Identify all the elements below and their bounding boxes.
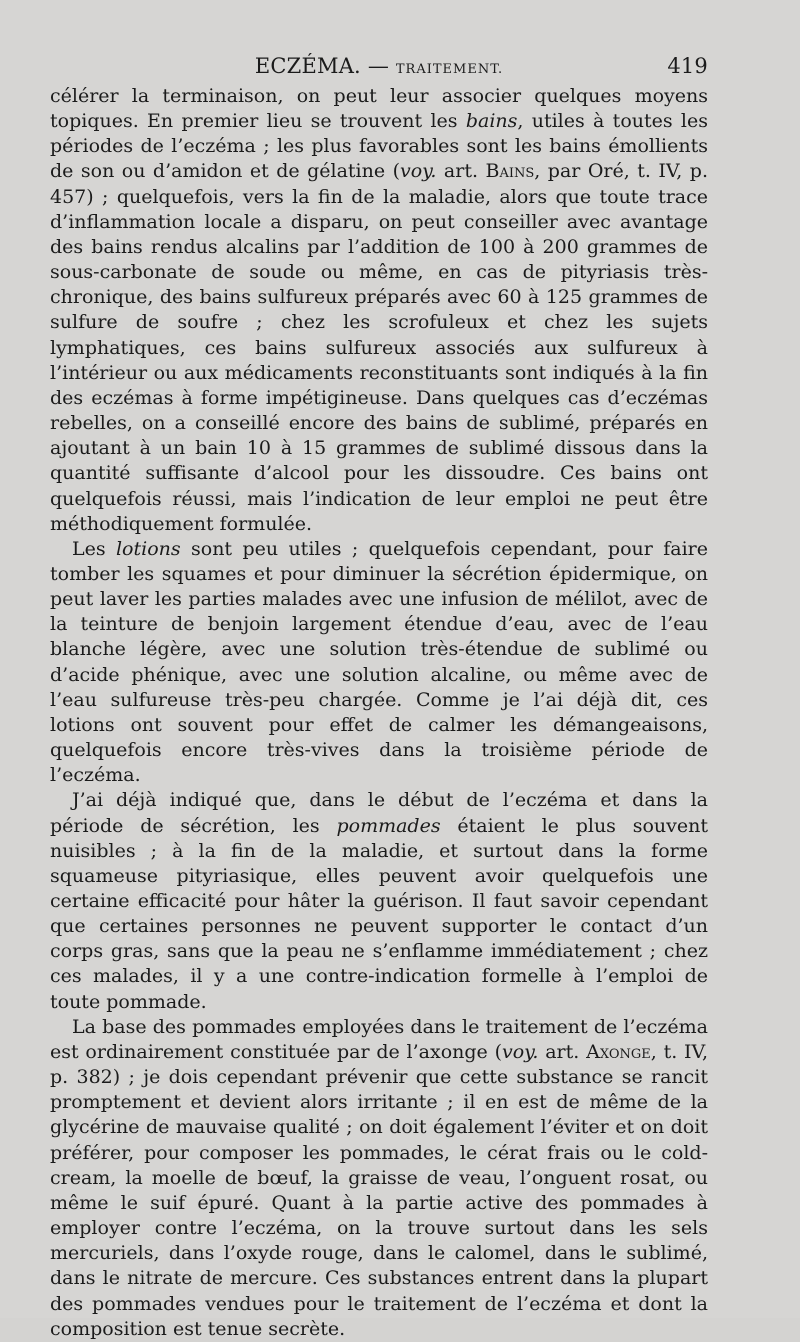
paragraph-bains <box>50 84 708 537</box>
text-run: , utiles à toutes les périodes de l’eczéma ; les plus favorables sont les bains émollients de son ou d’amidon et de gélatine ( <box>50 110 708 183</box>
italic-term: lotions <box>115 537 181 560</box>
text-run: J’ai déjà indiqué que, dans le début de l’eczéma et dans la période de sécrétion, les <box>50 789 708 837</box>
italic-abbrev: voy. <box>400 160 437 183</box>
running-header <box>50 48 708 84</box>
text-run: art. <box>538 1040 587 1063</box>
italic-term: bains <box>465 110 518 133</box>
text-run: Les <box>72 537 116 560</box>
header-title <box>255 48 503 88</box>
page-number: 419 <box>667 54 708 78</box>
text-run: étaient le plus souvent nuisibles ; à la fin de la maladie, et surtout dans la forme squameuse pityriasique, elles peuvent avoir quelquefois une certaine efficacité pour hâter la guérison. Il faut savoir cependant que certaines personnes ne peuvent supporter le contact d’un corps gras, sans que la peau ne s’enflamme immédiatement ; chez ces malades, il y a une contre-indication formelle à l’emploi de toute pommade. <box>50 814 708 1013</box>
small-caps-ref: Axonge <box>586 1040 651 1063</box>
text-run: célérer la terminaison, on peut leur associer quelques moyens topiques. En premier lieu se trouvent les <box>50 85 708 133</box>
text-run: art. <box>436 160 486 183</box>
text-run: , t. IV, p. 382) ; je dois cependant prévenir que cette substance se rancit promptement et devient alors irritante ; il en est de même de la glycérine de mauvaise qualité ; on doit également l’éviter et on doit préférer, pour composer les pommades, le cérat frais ou le cold-cream, la moelle de bœuf, la graisse de veau, l’onguent rosat, ou même le suif épuré. Quant à la partie active des pommades à employer contre l’eczéma, on la trouve surtout dans les sels mercuriels, dans l’oxyde rouge, dans le calomel, dans le sublimé, dans le nitrate de mercure. Ces substances entrent dans la plupart des pommades vendues pour le traitement de l’eczéma et dont la composition est tenue secrète. <box>50 1040 708 1340</box>
italic-term: pommades <box>336 814 441 837</box>
text-run: sont peu utiles ; quelquefois cependant, pour faire tomber les squames et pour diminuer la sécrétion épidermique, on peut laver les parties malades avec une infusion de mélilot, avec de la teinture de benjoin largement étendue d’eau, avec de l’eau blanche légère, avec une solution très-étendue de sublimé ou d’acide phénique, avec une solution alcaline, ou même avec de l’eau sulfureuse très-peu chargée. Comme je l’ai déjà dit, ces lotions ont souvent pour effet de calmer les démangeaisons, quelquefois encore très-vives dans la troisième période de l’eczéma. <box>50 537 708 787</box>
paragraph-base-pommades <box>50 1015 708 1342</box>
small-caps-ref: Bains <box>485 160 535 183</box>
body-text <box>50 84 708 1342</box>
text-run: La base des pommades employées dans le traitement de l’eczéma est ordinairement constituée par de l’axonge ( <box>50 1015 708 1063</box>
header-subtitle: TRAITEMENT. <box>395 62 504 77</box>
header-separator: — <box>360 54 396 78</box>
paragraph-pommades <box>50 788 708 1014</box>
text-run: , par Oré, t. IV, p. 457) ; quelquefois, vers la fin de la maladie, alors que toute trace d’inflammation locale a disparu, on peut conseiller avec avantage des bains rendus alcalins par l’addition de 100 à 200 grammes de sous-carbonate de soude ou même, en cas de pityriasis très-chronique, des bains sulfureux préparés avec 60 à 125 grammes de sulfure de soufre ; chez les scrofuleux et chez les sujets lymphatiques, ces bains sulfureux associés aux sulfureux à l’intérieur ou aux médicaments reconstituants sont indiqués à la fin des eczémas à forme impétigineuse. Dans quelques cas d’eczémas rebelles, on a conseillé encore des bains de sublimé, préparés en ajoutant à un bain 10 à 15 grammes de sublimé dissous dans la quantité suffisante d’alcool pour les dissoudre. Ces bains ont quelquefois réussi, mais l’indication de leur emploi ne peut être méthodiquement formulée. <box>50 160 709 535</box>
paragraph-lotions <box>50 537 708 789</box>
header-title-text: ECZÉMA. <box>254 54 361 78</box>
italic-abbrev: voy. <box>501 1040 539 1063</box>
